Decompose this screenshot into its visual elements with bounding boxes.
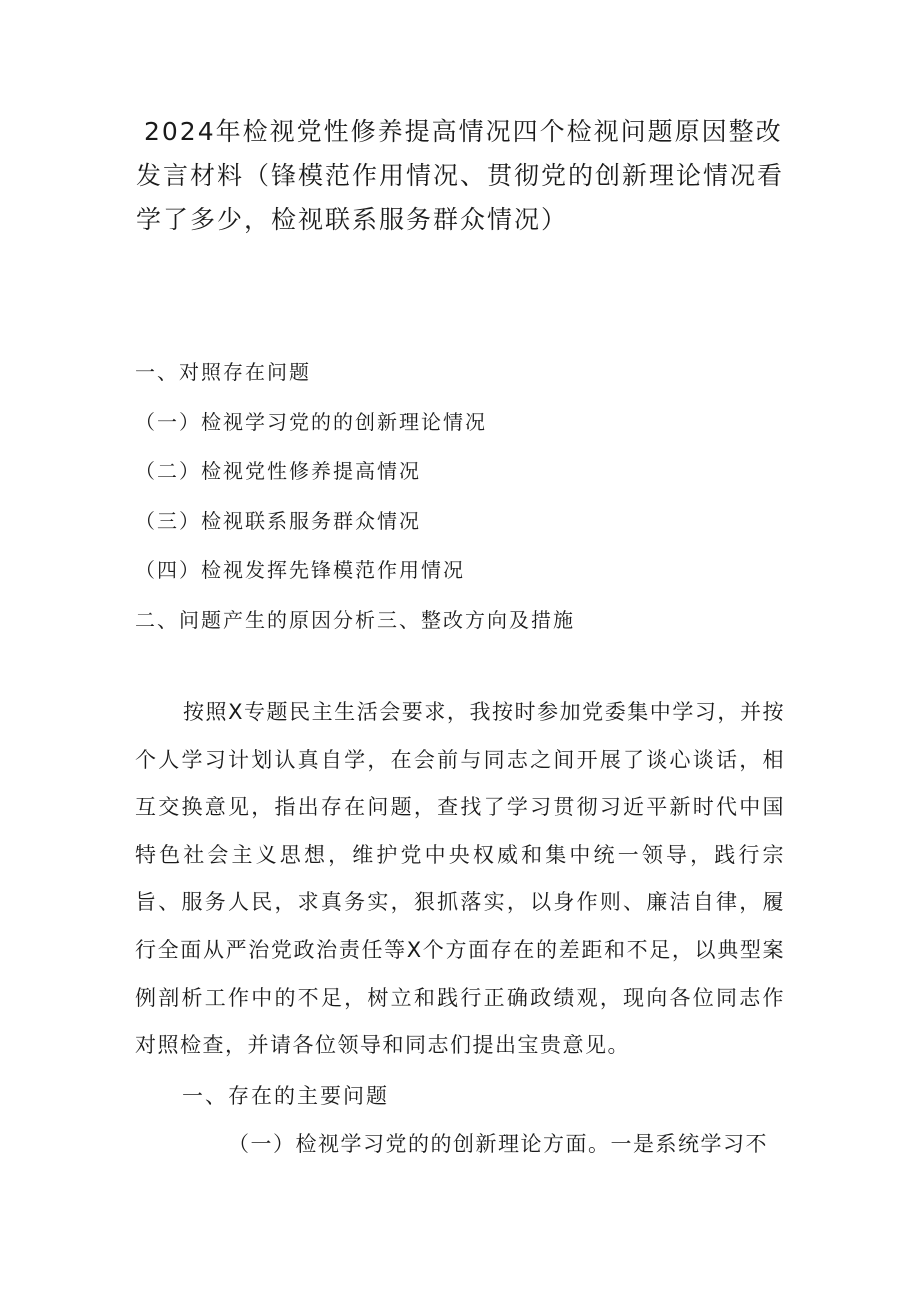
outline-item: （二）检视党性修养提高情况 bbox=[135, 459, 421, 483]
outline-list bbox=[135, 348, 575, 645]
outline-item: 二、问题产生的原因分析三、整改方向及措施 bbox=[135, 607, 575, 632]
outline-item: （四）检视发挥先锋模范作用情况 bbox=[135, 558, 465, 582]
subsection-paragraph: （一）检视学习党的的创新理论方面。一是系统学习不 bbox=[228, 1132, 768, 1156]
outline-item: 一、对照存在问题 bbox=[135, 360, 311, 384]
document-title: 2024年检视党性修养提高情况四个检视问题原因整改发言材料（锋模范作用情况、贯彻党的创新理论情况看学了多少，检视联系服务群众情况） bbox=[136, 117, 785, 234]
intro-paragraph: 按照X专题民主生活会要求，我按时参加党委集中学习，并按个人学习计划认真自学，在会前与同志之间开展了谈心谈话，相互交换意见，指出存在问题，查找了学习贯彻习近平新时代中国特色社会主义思想，维护党中央权威和集中统一领导，践行宗旨、服务人民，求真务实，狠抓落实，以身作则、廉洁自律，履行全面从严治党政治责任等X个方面存在的差距和不足，以典型案例剖析工作中的不足，树立和践行正确政绩观，现向各位同志作对照检查，并请各位领导和同志们提出宝贵意见。 bbox=[135, 700, 785, 1058]
outline-item: （三）检视联系服务群众情况 bbox=[135, 508, 421, 533]
section-heading: 一、存在的主要问题 bbox=[182, 1084, 389, 1108]
outline-item: （一）检视学习党的的创新理论情况 bbox=[135, 409, 487, 434]
